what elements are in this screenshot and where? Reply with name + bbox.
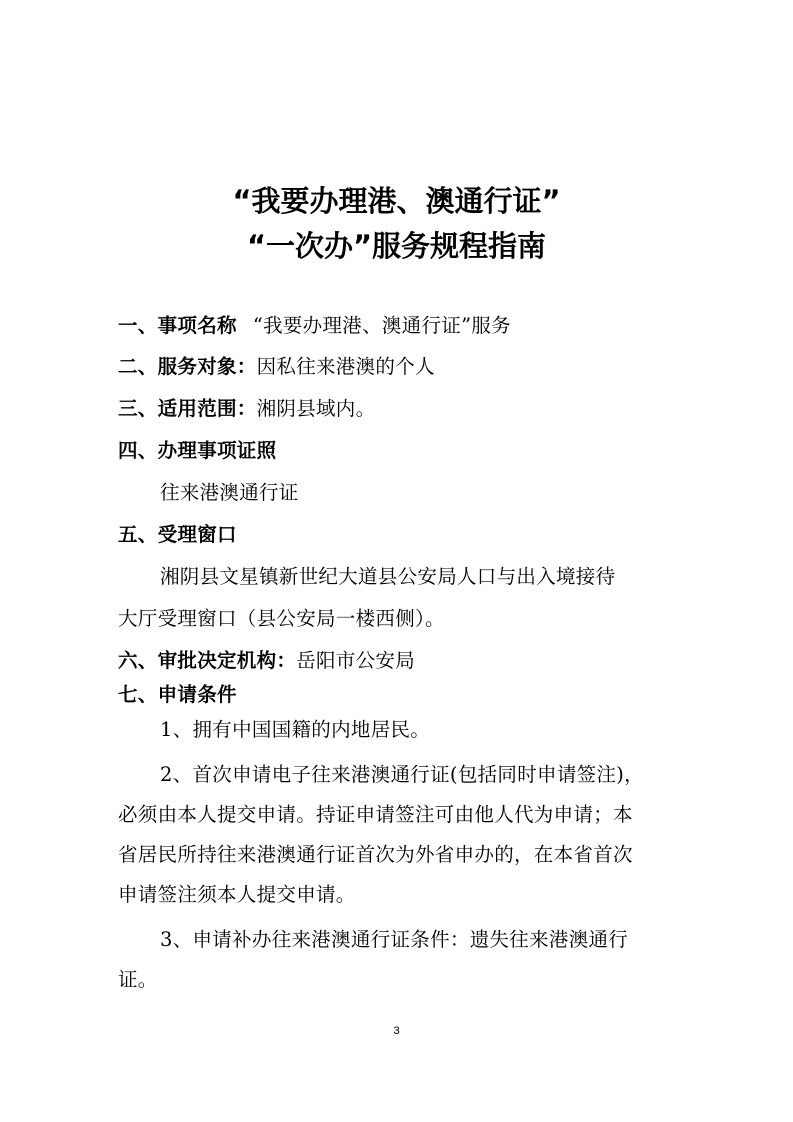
document-title-line-2: “一次办”服务规程指南 — [246, 229, 547, 263]
section-service-target — [118, 352, 435, 382]
section-heading: 六、审批决定机构： — [118, 649, 297, 672]
section-heading: 三、适用范围： — [118, 397, 257, 420]
section-scope — [118, 394, 375, 424]
section-text: 湘阴县域内。 — [256, 397, 376, 420]
section-approval-authority — [118, 646, 415, 676]
section-window-heading: 五、受理窗口 — [118, 523, 237, 546]
condition-item-2-line-3: 省居民所持往来港澳通行证首次为外省申办的，在本省首次 — [118, 843, 633, 866]
condition-item-1: 1、拥有中国国籍的内地居民。 — [160, 718, 431, 741]
condition-item-2-line-2: 必须由本人提交申请。持证申请签注可由他人代为申请；本 — [118, 803, 633, 826]
section-heading: 一、事项名称 — [118, 314, 237, 337]
condition-item-3-line-2: 证。 — [118, 968, 158, 991]
section-window-text-line-1: 湘阴县文星镇新世纪大道县公安局人口与出入境接待 — [160, 565, 616, 588]
section-text: 岳阳市公安局 — [296, 649, 416, 672]
section-heading: 二、服务对象： — [118, 355, 257, 378]
condition-item-3-line-1: 3、申请补办往来港澳通行证条件：遗失往来港澳通行 — [160, 928, 629, 951]
section-text: 因私往来港澳的个人 — [256, 355, 435, 378]
section-conditions-heading: 七、申请条件 — [118, 683, 237, 706]
section-window-text-line-2: 大厅受理窗口（县公安局一楼西侧）。 — [118, 607, 445, 630]
section-text: “我要办理港、澳通行证”服务 — [252, 314, 511, 337]
section-item-name — [118, 311, 511, 341]
document-title-line-1: “我要办理港、澳通行证” — [232, 184, 561, 218]
condition-item-2-line-4: 申请签注须本人提交申请。 — [118, 883, 356, 906]
page-number: 3 — [393, 1025, 400, 1037]
condition-item-2-line-1: 2、首次申请电子往来港澳通行证(包括同时申请签注)， — [160, 763, 644, 786]
section-certificate-text: 往来港澳通行证 — [160, 481, 299, 504]
section-certificate-heading: 四、办理事项证照 — [118, 439, 277, 462]
